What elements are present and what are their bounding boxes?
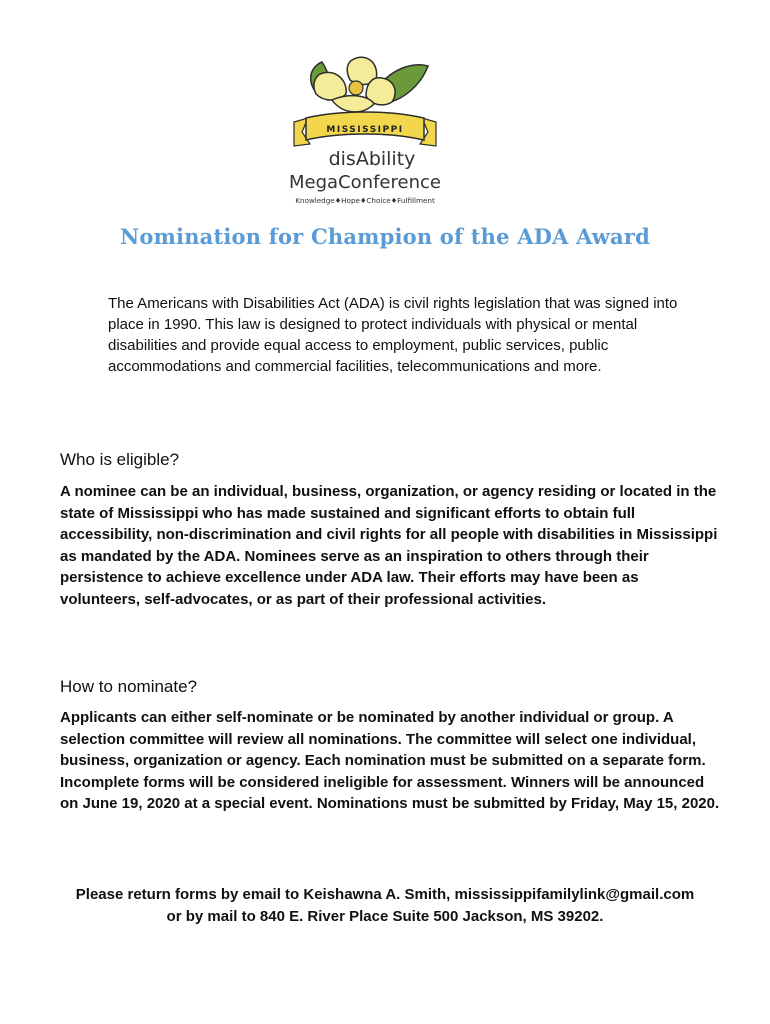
eligible-paragraph: A nominee can be an individual, business, organization, or agency residing or located in the state of Mississippi who has made sustained and significant efforts to obtain full accessibility, non-discrimination and civil rights for all people with disabilities in Mississippi as mandated by the ADA. Nominees serve as an inspiration to others through their persistence to achieve excellence under ADA law. Their efforts may have been as volunteers, self-advocates, or as part of their professional activities. xyxy=(60,483,718,608)
intro-paragraph: The Americans with Disabilities Act (ADA) is civil rights legislation that was signed into place in 1990. This law is designed to protect individuals with physical or mental disabilities and provide equal access to employment, public services, public accommodations and commercial facilities, telecommunications and more. xyxy=(108,295,678,375)
nominate-paragraph xyxy=(60,707,720,815)
footer-line-mail: or by mail to 840 E. River Place Suite 500 Jackson, MS 39202. xyxy=(166,908,604,925)
magnolia-flower-icon xyxy=(280,52,450,212)
nominate-heading: How to nominate? xyxy=(60,677,198,696)
page-title: Nomination for Champion of the ADA Award xyxy=(120,224,650,249)
deadline-text: Nominations must be submitted by Friday, May 15, 2020. xyxy=(316,795,720,812)
return-instructions xyxy=(0,884,770,928)
logo-line2: MegaConference xyxy=(289,172,441,193)
nominate-body: Applicants can either self-nominate or be nominated by another individual or group. A selection committee will review all nominations. The committee will select one individual, business, organization or agency. Each nomination must be submitted on a separate form. Incomplete forms will be considered ineligible for assessment. Winners will be announced on June 19, 2020 at a special event. xyxy=(60,709,706,812)
eligible-heading: Who is eligible? xyxy=(60,450,180,469)
logo-tagline: Knowledge♦Hope♦Choice♦Fulfillment xyxy=(295,196,435,205)
footer-line-email: Please return forms by email to Keishawna A. Smith, mississippifamilylink@gmail.com xyxy=(75,886,695,903)
logo-line1: disAbility xyxy=(328,148,416,170)
conference-logo xyxy=(280,52,450,212)
logo-banner-text: MISSISSIPPI xyxy=(326,125,404,135)
